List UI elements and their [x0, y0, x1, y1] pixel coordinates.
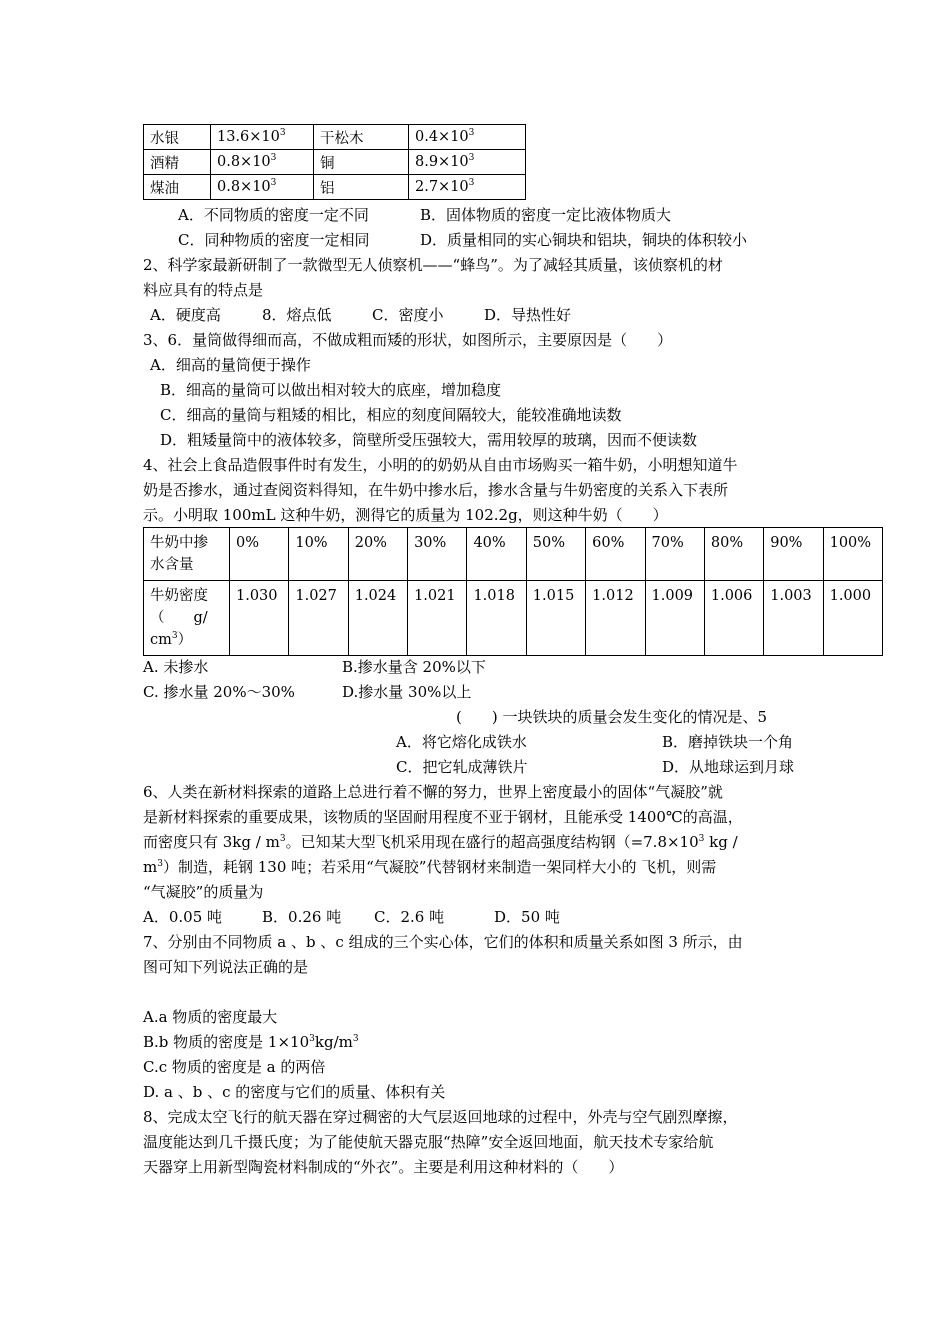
table-cell: $8.9\times 10^3$ — [409, 150, 526, 175]
table-cell: 1.006 — [704, 581, 763, 656]
q5-stem: ( ) 一块铁块的质量会发生变化的情况是、5 — [456, 708, 768, 726]
table-cell: 1.015 — [526, 581, 585, 656]
q6-stem-cont2: 而密度只有 $3kg / m^3$。已知某大型飞机采用现在盛行的超高强度结构钢（$=7.8\times 10^3$ kg / — [143, 833, 738, 851]
table-header-cell: 牛奶中掺 水含量 — [144, 528, 230, 581]
table-header-cell: 牛奶密度 （ g/ $cm^3$） — [144, 581, 230, 656]
q2-option-b: 8．熔点低 — [262, 306, 332, 324]
table-cell: 铜 — [314, 150, 409, 175]
q7-option-b: B.b 物质的密度是 $1\times 10^3kg/m^3$ — [143, 1033, 359, 1051]
q6-option-a: A．0.05 吨 — [143, 908, 222, 926]
q2-stem-cont: 料应具有的特点是 — [143, 281, 264, 299]
table-cell: 90% — [764, 528, 823, 581]
table-cell: 干松木 — [314, 125, 409, 150]
table-cell: 0% — [230, 528, 289, 581]
q2-stem: 2、科学家最新研制了一款微型无人侦察机——“蜂鸟”。为了减轻其质量，该侦察机的材 — [143, 256, 723, 274]
table-cell: 水银 — [144, 125, 211, 150]
table-cell: 1.021 — [408, 581, 467, 656]
q7-stem-cont: 图可知下列说法正确的是 — [143, 958, 309, 976]
table-cell: $13.6\times 10^3$ — [211, 125, 314, 150]
table-cell: 1.000 — [823, 581, 882, 656]
q5-option-c: C．把它轧成薄铁片 — [396, 758, 528, 776]
table-cell: $0.8\times 10^3$ — [211, 150, 314, 175]
q6-stem-cont4: “气凝胶”的质量为 — [143, 883, 264, 901]
q6-stem-cont3: $m^3$）制造，耗钢 130 吨；若采用“气凝胶”代替钢材来制造一架同样大小的 飞机，则需 — [143, 858, 717, 876]
q7-stem: 7、分别由不同物质 a 、b 、c 组成的三个实心体，它们的体积和质量关系如图 3 所示，由 — [143, 933, 743, 951]
table-cell: 30% — [408, 528, 467, 581]
table-cell: 1.024 — [348, 581, 407, 656]
q6-option-c: C．2.6 吨 — [374, 908, 445, 926]
q4-stem-cont: 奶是否掺水，通过查阅资料得知，在牛奶中掺水后，掺水含量与牛奶密度的关系入下表所 — [143, 481, 729, 499]
q8-stem-cont2: 天器穿上用新型陶瓷材料制成的“外衣”。主要是利用这种材料的（ ） — [143, 1158, 624, 1176]
q8-stem-cont: 温度能达到几千摄氏度；为了能使航天器克服“热障”安全返回地面，航天技术专家给航 — [143, 1133, 714, 1151]
table-cell: $0.8\times 10^3$ — [211, 175, 314, 200]
q4-option-d: D.掺水量 30%以上 — [342, 683, 472, 701]
table-row — [144, 125, 526, 150]
q7-option-c: C.c 物质的密度是 a 的两倍 — [143, 1058, 326, 1076]
q4-stem: 4、社会上食品造假事件时有发生，小明的的奶奶从自由市场购买一箱牛奶，小明想知道牛 — [143, 456, 738, 474]
q4-option-a: A. 未掺水 — [143, 658, 209, 676]
table-cell: 酒精 — [144, 150, 211, 175]
q4-option-b: B.掺水量含 20%以下 — [342, 658, 486, 676]
q4-stem-cont2: 示。小明取 100mL 这种牛奶，测得它的质量为 102.2g，则这种牛奶（ ） — [143, 506, 668, 524]
q1-option-c: C．同种物质的密度一定相同 — [178, 231, 370, 249]
milk-density-table — [143, 527, 883, 656]
table-cell: 60% — [586, 528, 645, 581]
table-cell: 70% — [645, 528, 704, 581]
table-cell: 铝 — [314, 175, 409, 200]
table-cell: 80% — [704, 528, 763, 581]
table-cell: 50% — [526, 528, 585, 581]
q6-option-d: D．50 吨 — [494, 908, 560, 926]
q6-stem-cont: 是新材料探索的重要成果，该物质的坚固耐用程度不亚于钢材，且能承受 1400℃的高温， — [143, 808, 743, 826]
q1-option-d: D．质量相同的实心铜块和铝块，铜块的体积较小 — [420, 231, 748, 249]
q2-option-c: C．密度小 — [372, 306, 444, 324]
table-row — [144, 528, 883, 581]
table-cell: $0.4\times 10^3$ — [409, 125, 526, 150]
table-cell: 10% — [289, 528, 348, 581]
table-row — [144, 175, 526, 200]
q2-option-d: D．导热性好 — [484, 306, 572, 324]
table-cell: 1.009 — [645, 581, 704, 656]
table-row — [144, 581, 883, 656]
table-cell: 1.030 — [230, 581, 289, 656]
q2-option-a: A．硬度高 — [150, 306, 221, 324]
q3-stem: 3、6．量筒做得细而高，不做成粗而矮的形状，如图所示，主要原因是（ ） — [143, 331, 673, 349]
q6-option-b: B．0.26 吨 — [262, 908, 342, 926]
q7-option-a: A.a 物质的密度最大 — [143, 1008, 278, 1026]
q3-option-b: B．细高的量筒可以做出相对较大的底座，增加稳度 — [160, 381, 502, 399]
table-cell: 1.012 — [586, 581, 645, 656]
q5-option-b: B．磨掉铁块一个角 — [662, 733, 794, 751]
q3-option-d: D．粗矮量筒中的液体较多，筒壁所受压强较大，需用较厚的玻璃，因而不便读数 — [160, 431, 698, 449]
q3-option-a: A．细高的量筒便于操作 — [150, 356, 311, 374]
density-table — [143, 124, 526, 200]
q4-option-c: C. 掺水量 20%～30% — [143, 683, 295, 701]
q3-option-c: C．细高的量筒与粗矮的相比，相应的刻度间隔较大，能较准确地读数 — [160, 406, 622, 424]
table-cell: 100% — [823, 528, 882, 581]
table-cell: 1.018 — [467, 581, 526, 656]
table-cell: $2.7\times 10^3$ — [409, 175, 526, 200]
q1-option-b: B．固体物质的密度一定比液体物质大 — [420, 206, 672, 224]
q5-option-d: D．从地球运到月球 — [662, 758, 795, 776]
table-cell: 40% — [467, 528, 526, 581]
table-cell: 1.027 — [289, 581, 348, 656]
q8-stem: 8、完成太空飞行的航天器在穿过稠密的大气层返回地球的过程中，外壳与空气剧烈摩擦， — [143, 1108, 738, 1126]
table-row — [144, 150, 526, 175]
q5-option-a: A．将它熔化成铁水 — [396, 733, 527, 751]
table-cell: 煤油 — [144, 175, 211, 200]
q6-stem: 6、人类在新材料探索的道路上总进行着不懈的努力，世界上密度最小的固体“气凝胶”就 — [143, 783, 723, 801]
table-cell: 1.003 — [764, 581, 823, 656]
q7-option-d: D. a 、b 、c 的密度与它们的质量、体积有关 — [143, 1083, 446, 1101]
table-cell: 20% — [348, 528, 407, 581]
q1-option-a: A．不同物质的密度一定不同 — [178, 206, 369, 224]
